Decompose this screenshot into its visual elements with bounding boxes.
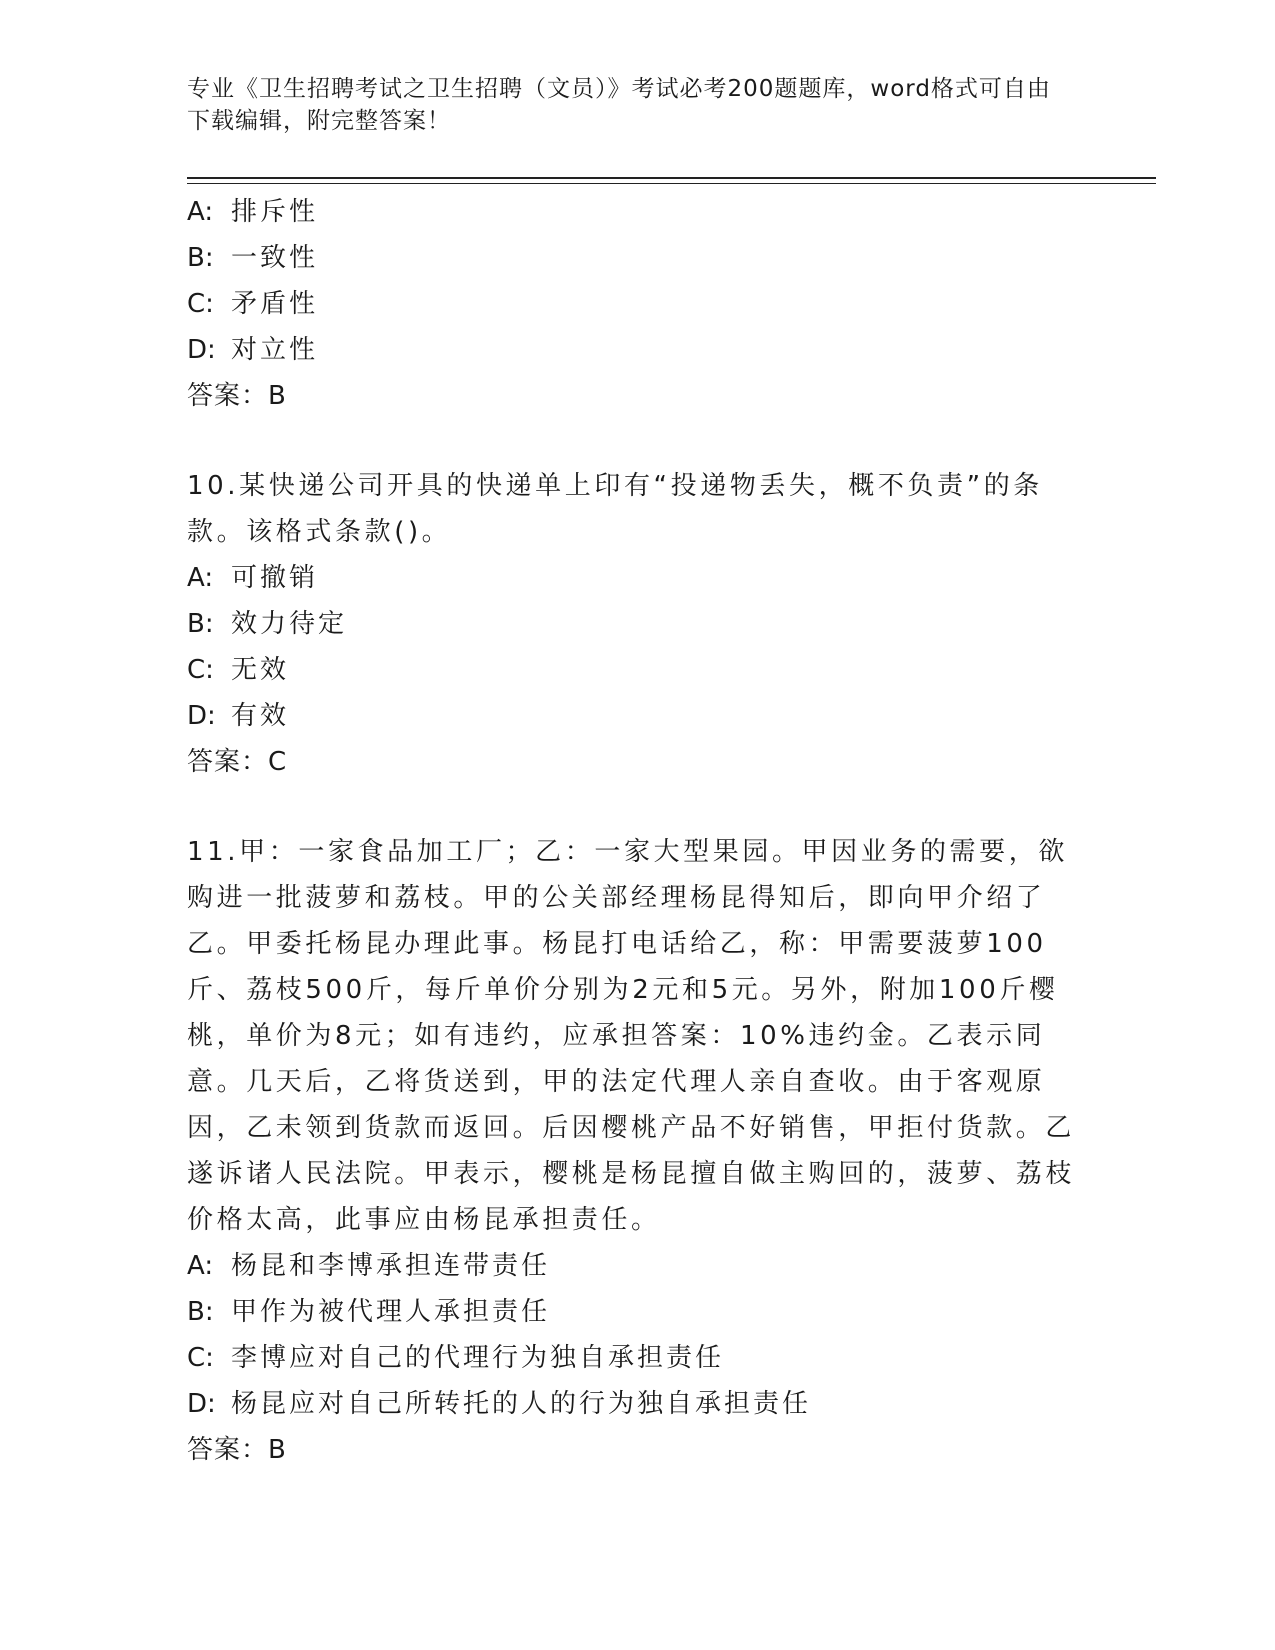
option-d: D: 有效	[187, 701, 290, 731]
option-c: C: 李博应对自己的代理行为独自承担责任	[187, 1343, 725, 1373]
answer-line: 答案：B	[187, 381, 287, 411]
option-d: D: 对立性	[187, 335, 319, 365]
option-c: C: 无效	[187, 655, 290, 685]
question-block-9	[187, 189, 1087, 419]
option-a: A: 排斥性	[187, 197, 319, 227]
question-block-11	[187, 829, 1087, 1473]
option-c: C: 矛盾性	[187, 289, 319, 319]
option-a: A: 可撤销	[187, 563, 319, 593]
answer-line: 答案：B	[187, 1435, 287, 1465]
document-body	[187, 189, 1087, 1473]
header-divider-thick	[187, 177, 1156, 179]
question-text: 10.某快递公司开具的快递单上印有“投递物丢失，概不负责”的条款。该格式条款()。	[187, 471, 1043, 547]
document-header: 专业《卫生招聘考试之卫生招聘（文员）》考试必考200题题库，word格式可自由下载编辑，附完整答案！	[187, 76, 1051, 134]
option-b: B: 效力待定	[187, 609, 348, 639]
option-d: D: 杨昆应对自己所转托的人的行为独自承担责任	[187, 1389, 812, 1419]
question-block-10	[187, 463, 1087, 785]
spacer	[187, 419, 1087, 463]
option-b: B: 一致性	[187, 243, 319, 273]
answer-line: 答案：C	[187, 747, 288, 777]
option-a: A: 杨昆和李博承担连带责任	[187, 1251, 551, 1281]
header-divider-thin	[187, 183, 1156, 184]
question-text: 11.甲：一家食品加工厂；乙：一家大型果园。甲因业务的需要，欲购进一批菠萝和荔枝。甲的公关部经理杨昆得知后，即向甲介绍了乙。甲委托杨昆办理此事。杨昆打电话给乙，称：甲需要菠萝100斤、荔枝500斤，每斤单价分别为2元和5元。另外，附加100斤樱桃，单价为8元；如有违约，应承担答案：10%违约金。乙表示同意。几天后，乙将货送到，甲的法定代理人亲自查收。由于客观原因，乙未领到货款而返回。后因樱桃产品不好销售，甲拒付货款。乙遂诉诸人民法院。甲表示，樱桃是杨昆擅自做主购回的，菠萝、荔枝价格太高，此事应由杨昆承担责任。	[187, 837, 1076, 1235]
option-b: B: 甲作为被代理人承担责任	[187, 1297, 551, 1327]
spacer	[187, 785, 1087, 829]
